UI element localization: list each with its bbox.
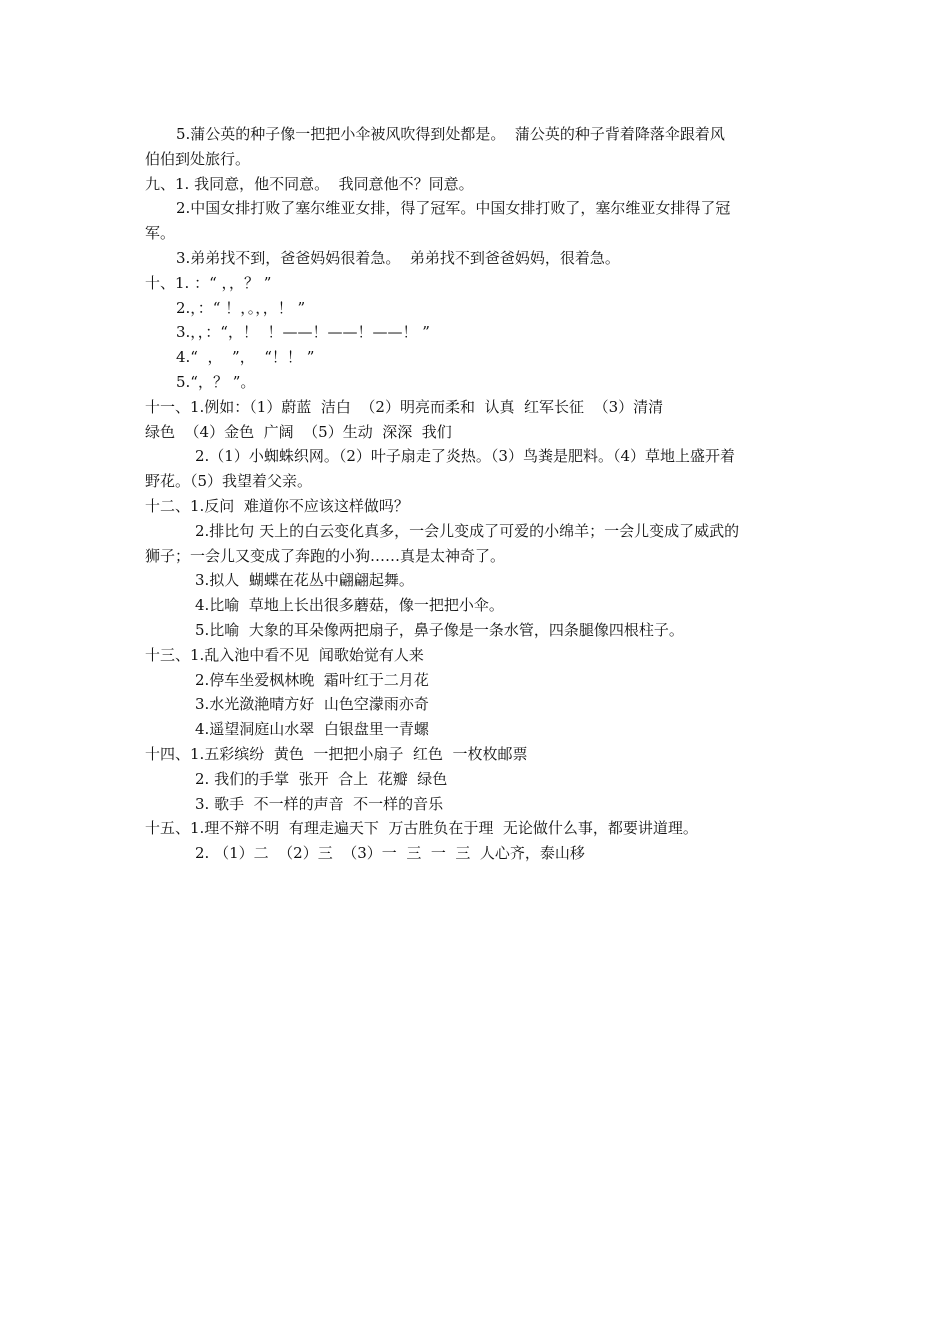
text-line: 野花。（5）我望着父亲。 <box>145 472 313 491</box>
text-line: 伯伯到处旅行。 <box>145 149 251 168</box>
text-line: 5.蒲公英的种子像一把把小伞被风吹得到处都是。 蒲公英的种子背着降落伞跟着风 <box>176 125 725 143</box>
text-line: 5.比喻 大象的耳朵像两把扇子，鼻子像是一条水管，四条腿像四根柱子。 <box>195 620 684 639</box>
text-line: 3.水光潋滟晴方好 山色空濛雨亦奇 <box>195 695 429 714</box>
section-heading-line: 十四、1.五彩缤纷 黄色 一把把小扇子 红色 一枚枚邮票 <box>145 744 528 763</box>
text-line: 3.弟弟找不到，爸爸妈妈很着急。 弟弟找不到爸爸妈妈，很着急。 <box>176 248 620 267</box>
section-heading-line: 十、1. ：“ ，，？ ” <box>145 273 272 292</box>
text-line: 4.遥望洞庭山水翠 白银盘里一青螺 <box>195 720 429 739</box>
answer-document <box>145 122 810 866</box>
text-line: 军。 <box>145 224 176 243</box>
text-line: 2. 我们的手掌 张开 合上 花瓣 绿色 <box>195 769 448 788</box>
section-heading-line: 十三、1.乱入池中看不见 闻歌始觉有人来 <box>145 645 424 664</box>
text-line: 4.“ ， ”， “！！ ” <box>176 348 315 367</box>
section-heading-line: 十一、1.例如：（1）蔚蓝 洁白 （2）明亮而柔和 认真 红军长征 （3）清清 <box>145 397 664 416</box>
text-line: 2.中国女排打败了塞尔维亚女排，得了冠军。中国女排打败了，塞尔维亚女排得了冠 <box>176 199 731 218</box>
text-line: 3. 歌手 不一样的声音 不一样的音乐 <box>195 794 444 813</box>
section-heading-line: 十五、1.理不辩不明 有理走遍天下 万古胜负在于理 无论做什么事，都要讲道理。 <box>145 819 698 838</box>
text-line: 狮子；一会儿又变成了奔跑的小狗……真是太神奇了。 <box>145 546 506 565</box>
text-line: 2.（1）小蜘蛛织网。（2）叶子扇走了炎热。（3）鸟粪是肥料。（4）草地上盛开着 <box>195 447 735 466</box>
text-line: 5.“，？ ”。 <box>176 372 256 391</box>
text-line: 2. （1）二 （2）三 （3）一 三 一 三 人心齐，泰山移 <box>195 844 585 863</box>
section-heading-line: 九、1. 我同意，他不同意。 我同意他不？同意。 <box>145 174 474 193</box>
text-line: 2.，：“ ！，。，，！ ” <box>176 298 306 317</box>
text-line: 3.拟人 蝴蝶在花丛中翩翩起舞。 <box>195 571 414 590</box>
text-line: 4.比喻 草地上长出很多蘑菇，像一把把小伞。 <box>195 596 504 615</box>
text-line: 3.，，：“，！ ！——！——！——！ ” <box>176 323 430 342</box>
text-line: 2.排比句 天上的白云变化真多，一会儿变成了可爱的小绵羊；一会儿变成了威武的 <box>195 521 740 540</box>
text-line: 绿色 （4）金色 广阔 （5）生动 深深 我们 <box>145 422 452 441</box>
text-line: 2.停车坐爱枫林晚 霜叶红于二月花 <box>195 670 429 689</box>
section-heading-line: 十二、1.反问 难道你不应该这样做吗？ <box>145 496 409 515</box>
